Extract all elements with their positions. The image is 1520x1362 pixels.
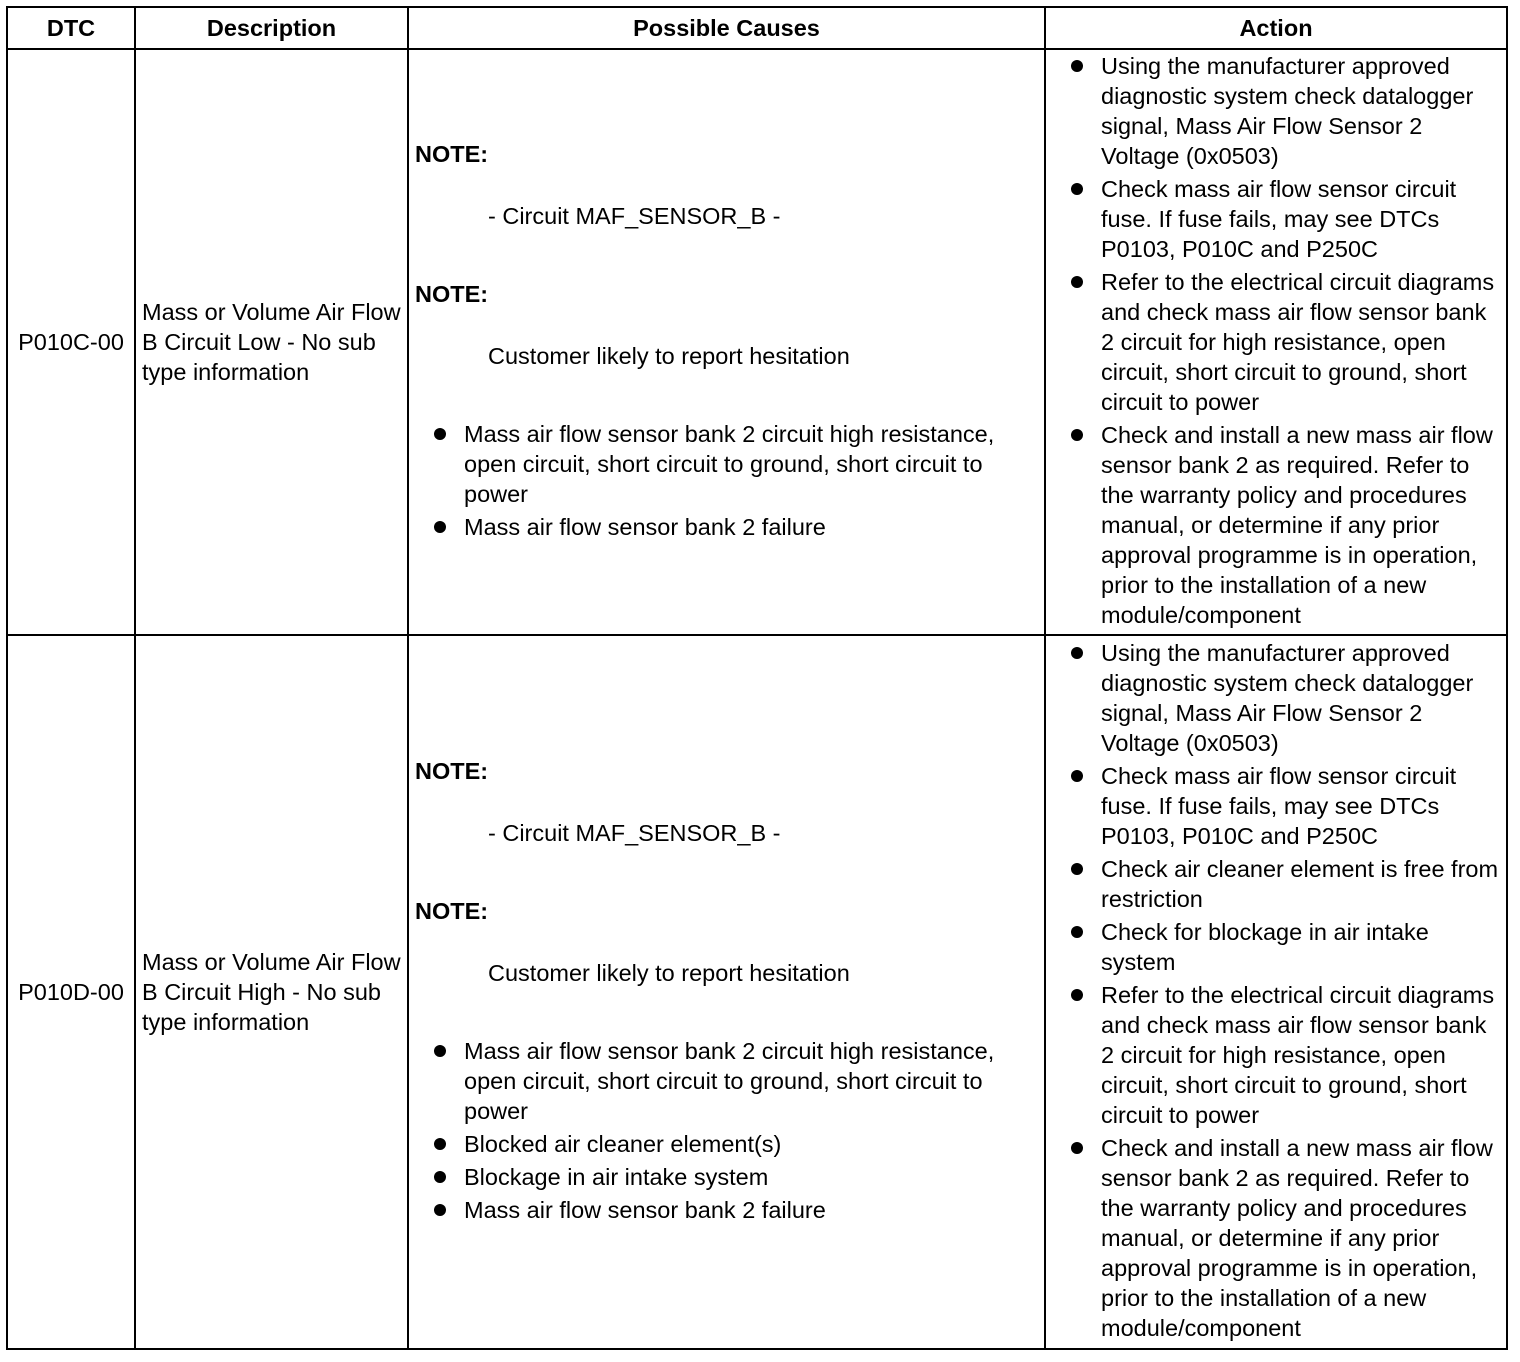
note-text: Customer likely to report hesitation <box>488 960 850 986</box>
possible-causes-cell <box>408 49 1045 635</box>
action-cell <box>1045 49 1507 635</box>
list-item: Mass air flow sensor bank 2 circuit high resistance, open circuit, short circuit to ground, short circuit to power <box>415 419 1038 509</box>
list-item: Using the manufacturer approved diagnostic system check datalogger signal, Mass Air Flow Sensor 2 Voltage (0x0503) <box>1052 638 1500 758</box>
list-item: Check air cleaner element is free from restriction <box>1052 854 1500 914</box>
note-text: - Circuit MAF_SENSOR_B - <box>488 820 781 846</box>
list-item: Check mass air flow sensor circuit fuse. If fuse fails, may see DTCs P0103, P010C and P250C <box>1052 174 1500 264</box>
header-action: Action <box>1045 7 1507 49</box>
note-text: - Circuit MAF_SENSOR_B - <box>488 203 781 229</box>
list-item: Using the manufacturer approved diagnostic system check datalogger signal, Mass Air Flow Sensor 2 Voltage (0x0503) <box>1052 51 1500 171</box>
header-description: Description <box>135 7 408 49</box>
list-item: Check and install a new mass air flow sensor bank 2 as required. Refer to the warranty policy and procedures manual, or determine if any prior approval programme is in operation, prior to the installation of a new module/component <box>1052 1133 1500 1343</box>
list-item: Refer to the electrical circuit diagrams and check mass air flow sensor bank 2 circuit for high resistance, open circuit, short circuit to ground, short circuit to power <box>1052 980 1500 1130</box>
table-header-row <box>7 7 1507 49</box>
list-item: Mass air flow sensor bank 2 failure <box>415 512 1038 542</box>
list-item: Check and install a new mass air flow sensor bank 2 as required. Refer to the warranty policy and procedures manual, or determine if any prior approval programme is in operation, prior to the installation of a new module/component <box>1052 420 1500 630</box>
action-list <box>1052 638 1500 1343</box>
possible-causes-cell <box>408 635 1045 1349</box>
list-item: Refer to the electrical circuit diagrams and check mass air flow sensor bank 2 circuit for high resistance, open circuit, short circuit to ground, short circuit to power <box>1052 267 1500 417</box>
note-text: Customer likely to report hesitation <box>488 343 850 369</box>
note-label: NOTE: <box>415 281 489 307</box>
list-item: Mass air flow sensor bank 2 circuit high resistance, open circuit, short circuit to ground, short circuit to power <box>415 1036 1038 1126</box>
list-item: Mass air flow sensor bank 2 failure <box>415 1195 1038 1225</box>
action-cell <box>1045 635 1507 1349</box>
action-list <box>1052 51 1500 630</box>
note-label: NOTE: <box>415 898 489 924</box>
header-dtc: DTC <box>7 7 135 49</box>
dtc-code: P010C-00 <box>7 49 135 635</box>
list-item: Check for blockage in air intake system <box>1052 917 1500 977</box>
list-item: Blockage in air intake system <box>415 1162 1038 1192</box>
table-row <box>7 49 1507 635</box>
causes-list <box>415 1036 1038 1225</box>
header-possible-causes: Possible Causes <box>408 7 1045 49</box>
table-row <box>7 635 1507 1349</box>
causes-list <box>415 419 1038 542</box>
dtc-description: Mass or Volume Air Flow B Circuit High - No sub type information <box>135 635 408 1349</box>
dtc-description: Mass or Volume Air Flow B Circuit Low - No sub type information <box>135 49 408 635</box>
list-item: Check mass air flow sensor circuit fuse. If fuse fails, may see DTCs P0103, P010C and P250C <box>1052 761 1500 851</box>
note-label: NOTE: <box>415 141 489 167</box>
dtc-table <box>6 6 1508 1350</box>
note-label: NOTE: <box>415 758 489 784</box>
dtc-code: P010D-00 <box>7 635 135 1349</box>
list-item: Blocked air cleaner element(s) <box>415 1129 1038 1159</box>
